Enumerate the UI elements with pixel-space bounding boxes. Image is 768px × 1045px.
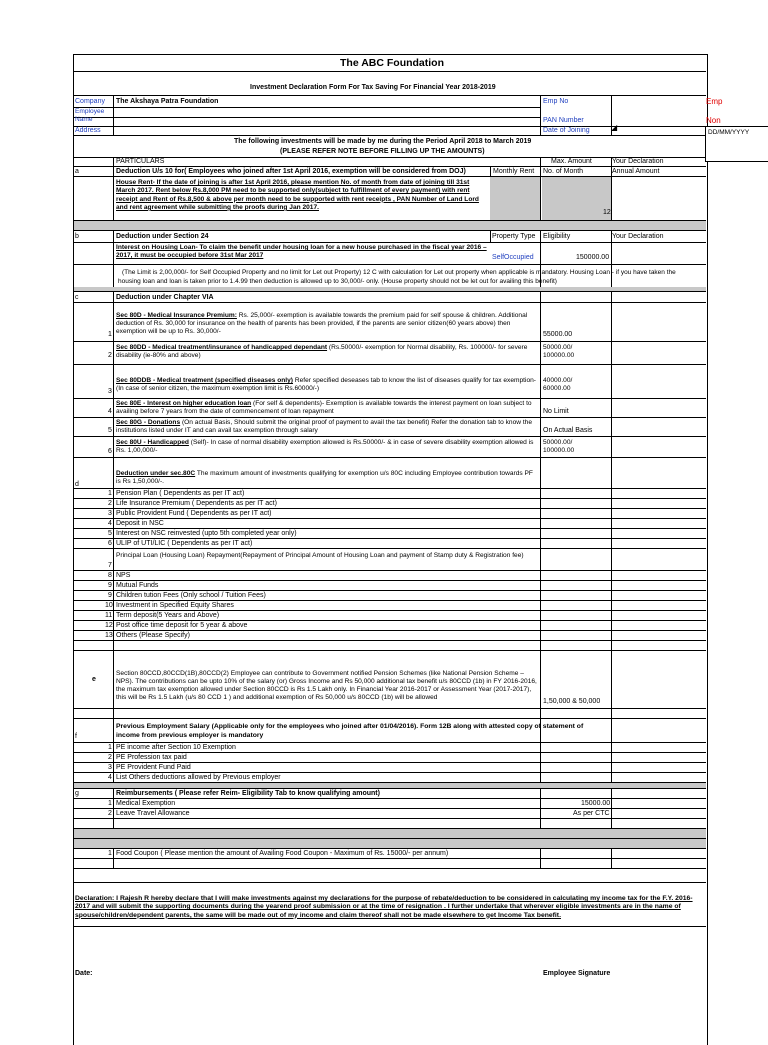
item-number: 4 — [108, 408, 112, 415]
d-item-label: Pension Plan ( Dependents as per IT act) — [116, 490, 245, 497]
sec-80c-text — [116, 470, 538, 486]
section-a-letter: a — [75, 168, 79, 175]
sec-80ddb-body: Refer specified deseases tab to know the list of diseases qualify for tax exemption- (In case of senior citizen, the maximum exemption limit is Rs.60000/-) — [116, 377, 536, 392]
sec-80ddb-text — [116, 377, 538, 393]
address-label: Address — [75, 127, 101, 134]
sec-80e-text — [116, 400, 538, 416]
sec-80g-head: Sec 80G - Donations — [116, 419, 181, 426]
sec-80e-head: Sec 80E - Interest on higher education loan — [116, 400, 252, 407]
item-number: 8 — [108, 572, 112, 579]
item-number: 4 — [108, 520, 112, 527]
sec-80g-body: (On actual Basis, Should submit the original proof of payment to avail the tax benefit) Refer the donation tab to know the institutions listed under IT and can avail tax exemption through salary — [116, 419, 532, 434]
item-number: 6 — [108, 448, 112, 455]
date-label: Date: — [75, 970, 93, 977]
side-non-label: Non — [706, 116, 721, 125]
g-item-label: Medical Exemption — [116, 800, 176, 807]
item-number: 3 — [108, 764, 112, 771]
food-coupon-field[interactable] — [612, 849, 705, 858]
emp-no-label: Emp No — [543, 98, 569, 105]
g-item-max: As per CTC — [573, 810, 610, 817]
doj-label: Date of Joining — [543, 127, 590, 134]
sec-80c-head: Deduction under sec.80C — [116, 470, 196, 477]
food-coupon-label: Food Coupon ( Please mention the amount of Availing Food Coupon - Maximum of Rs. 15000/- per annum) — [116, 850, 449, 857]
d-item-label: Deposit in NSC — [116, 520, 164, 527]
g-item-label: Leave Travel Allowance — [116, 810, 190, 817]
item-number: 6 — [108, 540, 112, 547]
declaration-text: Declaration: I Rajesh R hereby declare that I will make investments against my declarations for the purpose of rebate/deduction to be considered in calculating my income tax for the F.Y. 2016-2017 and will submit the supporting documents during the yearend proof submission or at the time of resignation . I further undertake that wherever eligible investments are in the name of spouse/children/dependent parents, the same will be made out of my income and claim thereof shall not be made elsewhere to get Income Tax benefit. — [75, 895, 693, 919]
sec-80g-text — [116, 419, 538, 435]
company-label: Company — [75, 98, 105, 105]
item-number: 1 — [108, 744, 112, 751]
d-item-label: Post office time deposit for 5 year & above — [116, 622, 248, 629]
doj-field[interactable] — [612, 127, 705, 135]
item-number: 3 — [108, 388, 112, 395]
header-annual-amount: Annual Amount — [612, 168, 660, 175]
d-item-label: Public Provident Fund ( Dependents as per IT act) — [116, 510, 272, 517]
d-item-label: NPS — [116, 572, 131, 579]
item-number: 2 — [108, 754, 112, 761]
sec-80u-body: (Self)- In case of normal disability exemption allowed is Rs.50000/- & in case of severe disability exemption allowed is Rs. 1,00,000/- — [116, 439, 534, 454]
sec-80ccd-text: Section 80CCD,80CCD(1B),80CCD(2) Employee can contribute to Government notified Pension Schemes (like National Pension Scheme – NPS). The contributions can be upto 10% of the salary (or) Gross Income and Rs 50,000 additional tax benefit u/s 80CCD (1b) in FY 2016-2016, the maximum tax exemption allowed under Section 80CCD is Rs 1.5 Lakh only. In Financial Year 2016-2017 or Assessment Year (2017-2017), this will be Rs 1.5 Lakh (u/s 80 CCD 1 ) and additional exemption of Rs 50,000 u/s 80CCD (1b) will be allowed — [116, 670, 537, 701]
f-item-label: PE Provident Fund Paid — [116, 764, 191, 771]
sec-80u-head: Sec 80U - Handicapped — [116, 439, 189, 446]
employee-signature-label: Employee Signature — [543, 970, 611, 977]
emp-no-field[interactable] — [612, 96, 705, 107]
doj-arrow-icon: ◢ — [611, 123, 618, 132]
section-b-title: Deduction under Section 24 — [116, 233, 209, 240]
sec-80u-max: 50000.00/ 100000.00 — [543, 439, 575, 454]
item-number: 1 — [108, 800, 112, 807]
sec-80e-max: No Limit — [543, 408, 569, 415]
housing-loan-description: Interest on Housing Loan- To claim the benefit under housing loan for a new house purchased in the fiscal year 2016 – 2017, it must be occupied before 31st Mar 2017 — [116, 244, 487, 259]
item-number: 13 — [105, 632, 113, 639]
header-max-amount: Max. Amount — [551, 158, 592, 165]
header-property-type: Property Type — [492, 233, 536, 240]
housing-declaration-field[interactable] — [612, 243, 705, 263]
date-format-tooltip — [705, 126, 768, 162]
item-number: 2 — [108, 352, 112, 359]
item-number: 2 — [108, 500, 112, 507]
f-item-label: PE income after Section 10 Exemption — [116, 744, 236, 751]
d-item-label: Others (Please Specify) — [116, 632, 190, 639]
d-item-label: Principal Loan (Housing Loan) Repayment(Repayment of Principal Amount of Housing Loan and payment of Stamp duty & Registration fee) — [116, 552, 524, 559]
f-item-label: List Others deductions allowed by Previous employer — [116, 774, 281, 781]
sec-80e-body: (For self & dependents)- Exemption is available towards the interest payment on loan subject to availing before 7 years from the date of commencement of loan repayment — [116, 400, 532, 415]
date-format-hint: DD/MM/YYYY — [708, 129, 750, 136]
employee-name-label: Employee Name — [75, 108, 105, 123]
shaded-band — [74, 839, 706, 848]
sec-80c-body: The maximum amount of investments qualifying for exemption u/s 80C including Employee contribution towards PF is Rs 1,50,000/-. — [116, 470, 533, 485]
d-item-label: Life Insurance Premium ( Dependents as per IT act) — [116, 500, 277, 507]
shaded-band — [74, 829, 706, 838]
section-a-title: Deduction U/s 10 for( Employees who joined after 1st April 2016, exemption will be considered from DOJ) — [116, 168, 466, 175]
hra-months: 12 — [603, 209, 611, 216]
sec-80d-text — [116, 312, 538, 336]
property-type-select[interactable]: SelfOccupied — [492, 254, 534, 261]
section-g-letter: g — [75, 790, 79, 797]
sec-80ddb-head: Sec 80DDB - Medical treatment (specified diseases only) — [116, 377, 293, 384]
g-item-max: 15000.00 — [581, 800, 611, 807]
section-e-letter: e — [92, 676, 96, 683]
sec-80g-max: On Actual Basis — [543, 427, 593, 434]
item-number: 11 — [105, 612, 113, 619]
sec-80dd-body: (Rs.50000/- exemption for Normal disability, Rs. 100000/- for severe disability (ie-80% and above) — [116, 344, 528, 359]
sec-80ddb-max: 40000.00/ 60000.00 — [543, 377, 573, 392]
eligibility-value: 150000.00 — [576, 254, 610, 261]
item-number: 1 — [108, 331, 112, 338]
shaded-band — [74, 783, 706, 788]
sec-80ccd-max: 1,50,000 & 50,000 — [543, 698, 601, 705]
sec-80dd-max: 50000.00/ 100000.00 — [543, 344, 575, 359]
sec-80u-text — [116, 439, 538, 455]
section-d-letter: d — [75, 481, 79, 488]
item-number: 5 — [108, 530, 112, 537]
item-number: 4 — [108, 774, 112, 781]
shaded-cell — [542, 177, 611, 220]
item-number: 10 — [105, 602, 113, 609]
f-item-label: PE Profession tax paid — [116, 754, 187, 761]
header-no-of-month: No. of Month — [543, 168, 584, 175]
d-item-label: Interest on NSC reinvested (upto 5th completed year only) — [116, 530, 297, 537]
section-c-letter: c — [75, 294, 79, 301]
monthly-rent-field[interactable] — [491, 177, 539, 219]
section-g-title: Reimbursements ( Please refer Reim- Eligibility Tab to know qualifying amount) — [116, 790, 380, 797]
sec-80d-body: Rs. 25,000/- exemption is available towards the premium paid for self spouse & children. Additional deduction of Rs. 30,000 for insurance on the health of parents has been provided, if the parents are senior citizen(60 years above) then exemption will be up to Rs. 30,000/- — [116, 312, 528, 335]
item-number: 12 — [105, 622, 113, 629]
header-particulars: PARTICULARS — [116, 158, 165, 165]
sec-80d-max: 55000.00 — [543, 331, 573, 338]
item-number: 1 — [108, 850, 112, 857]
shaded-band — [74, 221, 706, 230]
sec-80dd-text — [116, 344, 538, 360]
section-c-title: Deduction under Chapter VIA — [116, 294, 214, 301]
d-item-label: Investment in Specified Equity Shares — [116, 602, 234, 609]
hra-description: House Rent- If the date of joining is after 1st April 2016, please mention No. of month from date of joining till 31st March 2017. Rent below Rs.8,000 PM need to be supported only(subject to fulfillment of every payment) with rent receipt and Rent of Rs.8,500 & above per month need to be supported with rent receipts , PAN Number of Land Lord and rent agreement while submitting the proofs during Jan 2017. — [116, 179, 479, 211]
section-b-letter: b — [75, 233, 79, 240]
section-f-title: Previous Employment Salary (Applicable only for the employees who joined after 01/04/2016). Form 12B along with attested copy of statement of income from previous employer is mandatory — [116, 723, 584, 739]
pan-field[interactable] — [612, 108, 705, 126]
item-number: 5 — [108, 427, 112, 434]
header-your-declaration-b: Your Declaration — [612, 233, 664, 240]
sec-80d-head: Sec 80D - Medical Insurance Premium: — [116, 312, 237, 319]
shaded-band — [74, 287, 706, 291]
company-value: The Akshaya Patra Foundation — [116, 98, 219, 105]
form-subtitle: Investment Declaration Form For Tax Saving For Financial Year 2018-2019 — [250, 84, 496, 91]
item-number: 9 — [108, 592, 112, 599]
item-number: 3 — [108, 510, 112, 517]
sec-80dd-head: Sec 80DD - Medical treatment/insurance of handicapped dependant — [116, 344, 328, 351]
annual-amount-field[interactable] — [612, 177, 705, 219]
d-item-label: ULIP of UTI/LIC ( Dependents as per IT act) — [116, 540, 253, 547]
refer-note: (PLEASE REFER NOTE BEFORE FILLING UP THE AMOUNTS) — [280, 148, 485, 155]
pan-label: PAN Number — [543, 117, 584, 124]
item-number: 1 — [108, 490, 112, 497]
address-field[interactable] — [114, 127, 539, 135]
period-note: The following investments will be made by me during the Period April 2018 to March 2019 — [234, 138, 532, 145]
d-item-label: Term deposit(5 Years and Above) — [116, 612, 220, 619]
item-number: 7 — [108, 562, 112, 569]
employee-name-field[interactable] — [114, 108, 539, 117]
section-f-letter: f — [75, 733, 77, 740]
d-item-label: Children tution Fees (Only school / Tuition Fees) — [116, 592, 266, 599]
side-emp-label: Emp — [706, 97, 723, 106]
page-title: The ABC Foundation — [340, 57, 445, 69]
header-monthly-rent: Monthly Rent — [493, 168, 535, 175]
housing-limit-note: (The Limit is 2,00,000/- for Self Occupied Property and no limit for Let out Property) 12 C with calculation for Let out property when applicable is mandatory. Housing Loan - if you have taken the housing loan and loan is taken prior to 1.4.99 then deduction is allowed up to 30,000/- only. (House property should not be let out for availing this benefit) — [118, 269, 676, 285]
d-item-label: Mutual Funds — [116, 582, 159, 589]
header-eligibility: Eligibility — [543, 233, 571, 240]
header-your-declaration: Your Declaration — [612, 158, 664, 165]
item-number: 9 — [108, 582, 112, 589]
item-number: 2 — [108, 810, 112, 817]
